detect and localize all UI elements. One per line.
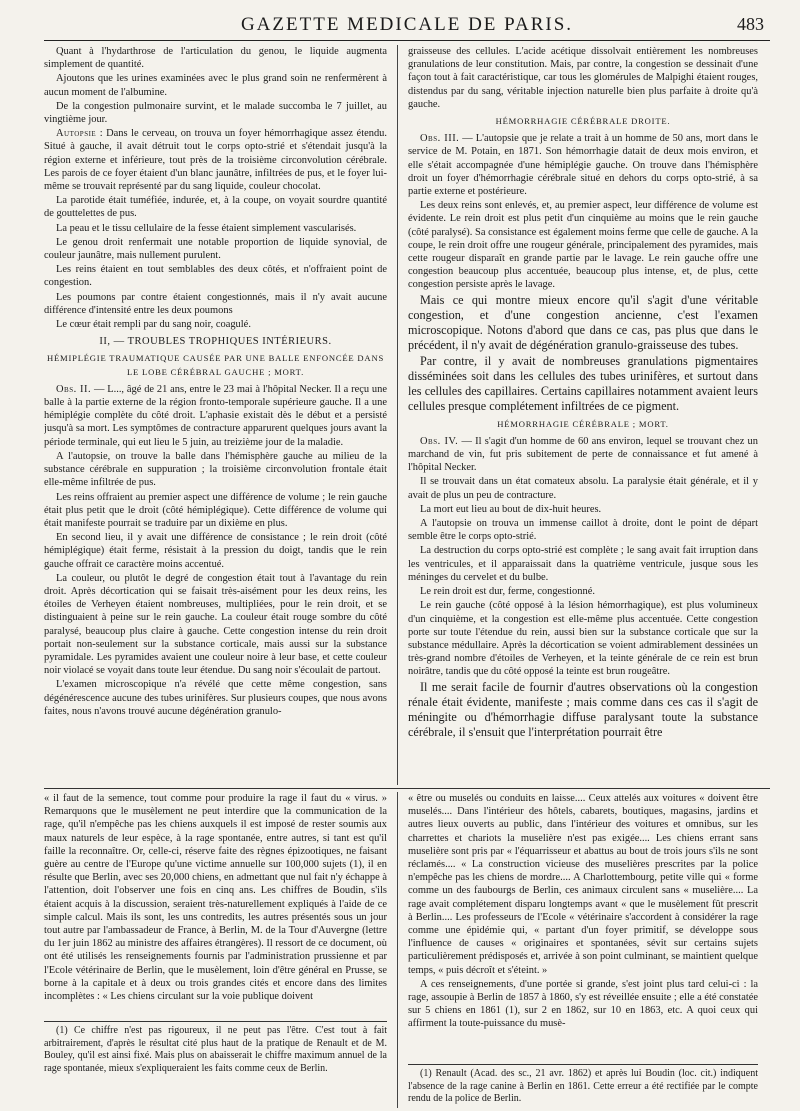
right-column <box>408 45 758 785</box>
footnote-rule <box>408 1064 758 1065</box>
paragraph: Mais ce qui montre mieux encore qu'il s'agit d'une véritable congestion, et d'une congestion ancienne, c'est l'examen microscopique. Notons d'abord que dans ce cas, pas plus que dans le précédent, il n'y avait de dégénération granulo-graisseuse des tubes. <box>408 292 758 352</box>
feuilleton-left-column <box>44 792 387 1019</box>
large-text-block <box>408 293 758 414</box>
paragraph: Les poumons par contre étaient congestionnés, mais il n'y avait aucune différence d'intensité entre les deux poumons <box>44 291 387 316</box>
paragraph: Les reins offraient au premier aspect une différence de volume ; le rein gauche était plus petit que le droit (côté hémiplégique). Cette différence de volume qui était manifeste pourrait se traduire par un dixième en plus. <box>44 491 387 529</box>
paragraph: Ajoutons que les urines examinées avec le plus grand soin ne renfermèrent à aucun moment de l'albumine. <box>44 73 387 98</box>
paragraph: Le genou droit renfermait une notable proportion de liquide synovial, de couleur jaunâtre, mais nullement purulent. <box>44 236 387 262</box>
column-divider <box>397 45 398 785</box>
case-subheading: HÉMORRHAGIE CÉRÉBRALE DROITE. <box>495 116 671 127</box>
large-text-block <box>408 680 758 740</box>
section-heading: II, — TROUBLES TROPHIQUES INTÉRIEURS. <box>99 336 332 348</box>
paragraph: En second lieu, il y avait une différence de consistance ; le rein droit (côté hémiplégique) était ferme, résistait à la pression du doigt, tandis que le rein gauche offrait ce caractère moins accentué. <box>44 532 387 570</box>
footnote-left <box>44 1025 387 1107</box>
page-number: 483 <box>737 14 764 34</box>
paragraph: Les reins étaient en tout semblables des deux côtés, et n'offraient point de congestion. <box>44 264 387 289</box>
paragraph: La destruction du corps opto-strié est complète ; le sang avait fait irruption dans les ventricules, et il apparaissait dans la quatrième ventricule, jusque sous les méninges du cervelet et du bulbe. <box>408 545 758 583</box>
feuilleton-divider <box>44 788 770 789</box>
footnote-text: (1) Ce chiffre n'est pas rigoureux, il ne peut pas l'être. C'est tout à fait arbitrairement, d'après le résultat cité plus haut de la pratique de Renault et de M. Bouley, qu'il est ainsi fixé. Mais plus on abaisserait le chiffre maximum annuel de la rage spontanée, mieux s'expliqueraient les faits comme ceux de Berlin. <box>44 1025 387 1074</box>
footnote-text: (1) Renault (Acad. des sc., 21 avr. 1862) et après lui Boudin (loc. cit.) indiquent l'absence de la rage canine à Berlin en 1861. Cette erreur a été rectifiée par le compte rendu de la police de Berlin. <box>408 1068 758 1105</box>
paragraph: La peau et le tissu cellulaire de la fesse étaient simplement vascularisés. <box>56 222 357 234</box>
paragraph: Quant à l'hydarthrose de l'articulation du genou, le liquide augmenta simplement de quantité. <box>44 46 387 71</box>
paragraph: « être ou muselés ou conduits en laisse.... Ceux attelés aux voitures « doivent être muselés.... Dans l'intérieur des hôtels, cabarets, boutiques, magasins, jardins et autres lieux ouverts au public, dans l'intérieur des voitures et omnibus, sur les charrettes et chariots la muselière n'est pas exigée.... Les chiens errant sans muselière sont pris par « l'équarrisseur et abattus au bout de trois jours s'ils ne sont réclamés.... « La construction vicieuse des muselières prescrites par la police n'empêche pas les chiens de mordre.... A Charlottembourg, petite ville qui « forme comme un des faubourgs de Berlin, ces animaux circulent sans « muselière.... La rage avait complétement disparu longtemps avant « que le musèlement fût prescrit à Berlin.... Les professeurs de l'Ecole « vétérinaire s'accordent à considérer la rage comme une épidémie qui, « partant d'un foyer primitif, se développe sous l'influence de causes « originaires et spontanées, sévit sur certains sujets particulièrement prédisposés et, arrivée à son point culminant, se maintient quelque temps, « puis décroît et s'éteint. » <box>408 793 758 976</box>
observation-label: Obs. IV. <box>420 435 459 447</box>
paragraph <box>44 383 387 449</box>
paragraph: A ces renseignements, d'une portée si grande, s'est joint plus tard celui-ci : la rage, assoupie à Berlin de 1857 à 1860, s'y est réveillée ensuite ; elle a été constatée sur 5 chiens en 1861 (1), sur 2 en 1862, sur 10 en 1863, etc. A quoi ceux qui affirment la toute-puissance du musè- <box>408 978 758 1030</box>
paragraph: « il faut de la semence, tout comme pour produire la rage il faut du « virus. » Remarquons que le musèlement ne peut interdire que la communication de la rage, qu'il n'empêche pas les chiens auxquels il est imposé de rester soumis aux maux naturels de leur espèce, à la rage spontanée, entre autres, si tant est qu'il faille la reconnaître. Or, celle-ci, réserve faite des règnes épizootiques, ne faisant guère au centre de l'Europe qu'une victime annuelle sur 100,000 sujets (1), il en résulte que Berlin, avec ses 20,000 chiens, en admettant que nul fait n'y échappe à l'attention, doit l'observer une fois en cinq ans. Les chiffres de Boudin, s'ils étaient acquis à la discussion, seraient très-naturellement expliqués à l'aide de ce simple calcul. Mais ils sont, les uns contredits, les autres présentés sous un jour tout autre par l'ambassadeur de France, à Berlin, M. de la Tour d'Auvergne (lettre du 1er juin 1862 au ministre des affaires étrangères). Il ressort de ce document, où ont été utilisés les renseignements fournis par l'administration prussienne et par l'Ecole vétérinaire de Berlin, que le musèlement, loin d'être général en Prusse, se borne à la capitale et à deux ou trois grandes cités et encore dans des limites incomplètes : « Les chiens circulant sur la voie publique doivent <box>44 793 387 1003</box>
paragraph-text: : Dans le cerveau, on trouva un foyer hémorrhagique assez étendu. Situé à gauche, il avait détruit tout le corps opto-strié et s'étendait jusqu'à la région externe et inférieure, tout près de la troisième circonvolution cérébrale. Les parois de ce foyer étaient d'un blanc jaunâtre, infiltrées de pus, et le foyer lui-même se trouvait représenté par du sang liquide, couleur chocolat. <box>44 128 387 193</box>
paragraph: Les deux reins sont enlevés, et, au premier aspect, leur différence de volume est évidente. Le rein droit est plus petit d'un cinquième au moins que le rein gauche (côté paralysé). Sa consistance est également moins ferme que celle de gauche. A la coupe, le rein droit offre une rougeur générale, principalement des pyramides, mais cette rougeur disparaît en grande partie par le lavage. Le rein gauche offre une congestion beaucoup plus accentuée, beaucoup plus intense, et, de plus, cette congestion persiste après le lavage. <box>408 200 758 291</box>
observation-label: Obs. III. <box>420 133 460 145</box>
journal-title: GAZETTE MEDICALE DE PARIS. <box>240 14 574 35</box>
paragraph: De la congestion pulmonaire survint, et le malade succomba le 7 juillet, au vingtième jour. <box>44 100 387 126</box>
paragraph: Il me serait facile de fournir d'autres observations où la congestion rénale était évidente, manifeste ; mais comme dans ces cas il s'agit de méningite ou d'hémorrhagie diffuse paralysant toute la substance cérébrale, il s'ensuit que l'interprétation pourrait être <box>408 679 758 739</box>
paragraph-text: — L..., âgé de 21 ans, entre le 23 mai à l'hôpital Necker. Il a reçu une balle à la partie externe de la région fronto-temporale supérieure gauche. Il a une hémiplégie complète du côté droit. L'aphasie existait dès le début et a persisté jusqu'à sa mort. Les symptômes de contracture apparurent quelques jours avant la période terminale, qui eut lieu le 5 juin, au treizième jour de la maladie. <box>44 383 387 448</box>
feuilleton-right-column <box>408 792 758 1060</box>
paragraph: La mort eut lieu au bout de dix-huit heures. <box>420 503 602 515</box>
paragraph: Par contre, il y avait de nombreuses granulations pigmentaires disséminées soit dans les cellules des tubes urinifères, et surtout dans les cellules des capillaires. Certains capillaires notamment avaient leurs cellules presque complétement infiltrées de ce pigment. <box>408 353 758 413</box>
footnote-right <box>408 1068 758 1108</box>
paragraph: Il se trouvait dans un état comateux absolu. La paralysie était générale, et il y avait de plus un peu de contracture. <box>408 476 758 501</box>
paragraph: La couleur, ou plutôt le degré de congestion était tout à l'avantage du rein droit. Après décortication qui se faisait très-aisément pour les deux reins, les étoiles de Verheyen étaient nombreuses, multipliées, pour le rein droit, et se distinguaient à peine sur le rein gauche. La couleur était rouge sombre du côté paralysé, beaucoup plus claire à gauche. Cette congestion intense du rein droit portait non-seulement sur la substance corticale, mais aussi sur la substance pyramidale. Les pyramides avaient une couleur noire à leur base, et cette couleur noir violacé se voyait dans toute leur étendue. Du sang noir s'écoulait de partout. <box>44 572 387 677</box>
paragraph: Le rein gauche (côté opposé à la lésion hémorrhagique), est plus volumineux d'un cinquième, et la congestion est elle-même plus accentuée. Cette congestion porte sur toute l'étendue du rein, aussi bien sur la substance corticale que sur la substance médullaire. Après la décortication se voient admirablement dessinées un très-grand nombre d'étoiles de Verheyen, et la teinte générale de ce rein est brun noirâtre, tandis que du côté opposé la teinte est brun rougeâtre. <box>408 600 758 678</box>
paragraph: La parotide était tuméfiée, indurée, et, à la coupe, on voyait sourdre quantité de gouttelettes de pus. <box>44 195 387 220</box>
autopsy-label: Autopsie <box>56 128 97 140</box>
left-column <box>44 45 387 785</box>
paragraph: L'examen microscopique n'a révélé que cette même congestion, sans dégénérescence aucune des tubes urinifères. Sur plusieurs coupes, que nous avons faites, nous n'avons trouvé aucune dégénération granulo- <box>44 679 387 717</box>
paragraph <box>408 435 758 475</box>
paragraph <box>44 127 387 193</box>
footnote-rule <box>44 1021 387 1022</box>
observation-label: Obs. II. <box>56 383 92 395</box>
case-subheading: HÉMORRHAGIE CÉRÉBRALE ; MORT. <box>497 418 669 429</box>
paragraph: A l'autopsie on trouva un immense caillot à droite, dont le point de départ semble être le corps opto-strié. <box>408 518 758 543</box>
paragraph-text: — L'autopsie que je relate a trait à un homme de 50 ans, mort dans le service de M. Potain, en 1871. Son hémorrhagie datait de deux mois environ, et elle s'était accompagnée d'une hémiplégie gauche. On trouve dans l'hémisphère droit un foyer d'hémorrhagie cérébrale situé en dehors du corps opto-strié, à sa partie externe et postérieure. <box>408 133 758 198</box>
paragraph: Le rein droit est dur, ferme, congestionné. <box>420 586 595 598</box>
paragraph <box>408 132 758 198</box>
case-subheading: HÉMIPLÉGIE TRAUMATIQUE CAUSÉE PAR UNE BALLE ENFONCÉE DANS LE LOBE CÉRÉBRAL GAUCHE ; MORT. <box>46 353 385 377</box>
column-divider <box>397 792 398 1108</box>
page-header <box>44 14 770 41</box>
paragraph: Le cœur était rempli par du sang noir, coagulé. <box>56 319 251 331</box>
paragraph-text: — Il s'agit d'un homme de 60 ans environ, lequel se trouvant chez un marchand de vin, fut pris subitement de perte de connaissance et fut amené à l'hôpital Necker. <box>408 435 758 474</box>
paragraph: A l'autopsie, on trouve la balle dans l'hémisphère gauche au milieu de la substance cérébrale en suppuration ; la troisième circonvolution frontale était elle-même infiltrée de pus. <box>44 450 387 489</box>
paragraph: graisseuse des cellules. L'acide acétique dissolvait entièrement les nombreuses granulations de leur constitution. Mais, par contre, la congestion se dessinait d'une façon tout à fait caractéristique, car tous les glomérules de Malpighi étaient rouges, distendus par du sang, véritable injection naturelle bien plus parfaite à droite qu'à gauche. <box>408 46 758 110</box>
